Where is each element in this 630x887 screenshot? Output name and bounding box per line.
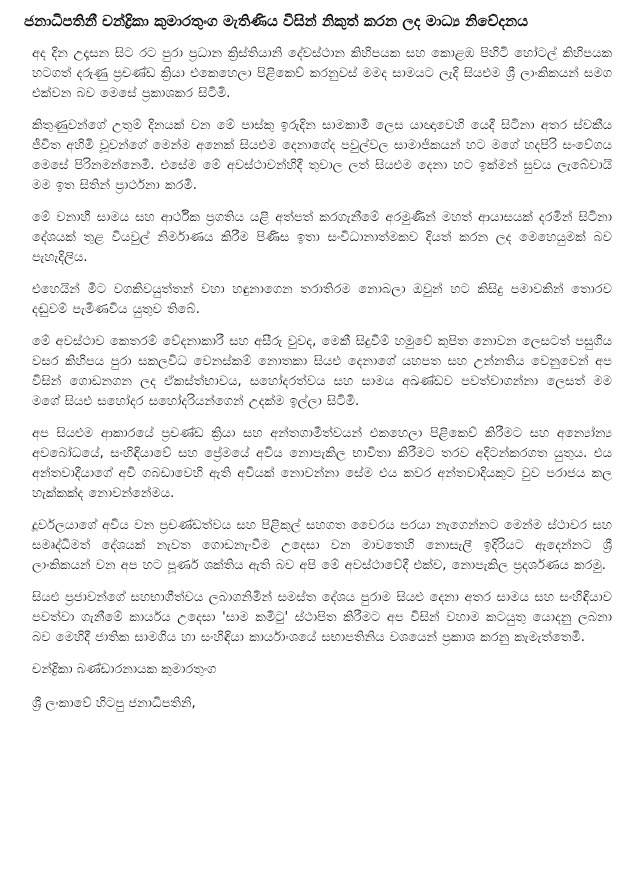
signature-name: චන්ද්‍රිකා බණ්ඩාරනායක කුමාරතුංග [32, 662, 217, 677]
paragraph-6: අප සියළුම ආකාරයේ ප්‍රචණ්ඩ ක්‍රියා සහ අන්තගාමීත්වයන් එකහෙලා පිළිකෙව් කිරීමට සහ අන්‍යෝන්‍ය අවබෝධයේ, සංහිඳියාවේ සහ ප්‍රේමයේ අවිය නොපැකිල භාවිතා කිරීමට තරව අදිටන්කරගත යුතුය. එය අන්තවාදීයාගේ අවි ගබඩාවෙහි ඇති අවියක් නොවන්නා සේම එය කවර අන්තවාදියකුට වුව පරාජය කල හැක්කක්ද නොවන්නේමය. [32, 426, 612, 501]
document-title: ජනාධිපතිනී චන්ද්‍රිකා කුමාරතුංග මැතිණිය විසින් නිකුත් කරන ලද මාධ්‍ය නිවේදනය [24, 12, 529, 30]
paragraph-4: එහෙයින් මීට වගකිවයුත්තන් වහා හඳුනාගෙන තරාතිරම නොබලා ඔවුන් හට කිසිදු පමාවකින් තොරව දඬුවම් පැමිණවිය යුතුව තිබේ. [32, 282, 612, 317]
paragraph-8: සියළු ප්‍රජාවන්ගේ සහභාගීත්වය ලබාගනිමින් සමස්ත දේශය පුරාම සියළු දෙනා අතර සාමය සහ සංහිඳියාව පවත්වා ගැනීමේ කාර්යය උදෙසා 'සාම කමිටු' ස්ථාපිත කිරීමට අප විසින් වහාම කටයුතු යොදනු ලබනා බව මෙහිදී ජාතික සාමගිය හා සංහිඳියා කාර්යාංශයේ සභාපතිනිය වශයෙන් ප්‍රකාශ කරනු කැමැත්තෙමි. [32, 590, 612, 645]
signature-title: ශ්‍රී ලංකාවේ හිටපු ජනාධිපතිනි, [32, 696, 196, 711]
paragraph-2: කිතුණුවන්ගේ උතුම් දිනයක් වන මේ පාස්කු ඉරුදින සාමකාමී ලෙස යාඥාවෙහි යෙදී සිටිනා අතර ස්වකීය ජීවිත අහිමි වූවන්ගේ මෙන්ම අනෙක් සියළුම දෙනාගේද පවුල්වල සාමාජිකයන් හට මගේ හදපිරි සංවේගය මෙසේ පිරිනමන්නෙමි. එසේම මේ අවස්ථාවන්හිදී තුවාල ලත් සියළුම දෙනා හට ඉක්මන් සුවය ලැබේවායි මම ඉත සිතින් ප්‍රාර්ථනා කරමි. [32, 118, 612, 193]
paragraph-3: මේ වනාහී සාමය සහ ආර්ථික ප්‍රගතිය යළි අත්පත් කරගැනීමේ අරමුණින් මහත් ආයාසයක් දරමින් සිටිනා දේශයක් තුළ වියවුල් නිර්මාණය කිරීම පිණිස ඉතා සංවිධානාත්මකව දියත් කරන ලද මෙහෙයුමක් බව පැහැදිලිය. [32, 210, 612, 265]
paragraph-5: මේ අවස්ථාව කෙතරම් වේදනාකාරී සහ අසීරු වුවද, මෙකී සිදුවීම් හමුවේ කුපිත නොවන ලෙසටත් පසුගිය වසර කිහිපය පුරා සකලවිධ වෙනස්කම් නොතකා සියළු දෙනාගේ යහපත සහ උන්නතිය වෙනුවෙන් අප විසින් ගොඩනගන ලද ඒකස්ත්භාවය, සහෝදරත්වය සහ සාමය අඛණ්ඩව පවත්වාගන්නා ලෙසත් මම මගේ සියළු සහෝදර සහෝදරියන්ගෙන් උදක්ම ඉල්ලා සිටිමි. [32, 334, 612, 409]
paragraph-7: දූර්වලයාගේ අවිය වන ප්‍රචණ්ඩත්වය සහ පිළිකුල් සහගත වෛරය පරයා නැගෙන්නට මෙන්ම ස්ථාවර සහ සමෘද්ධිමත් දේශයක් නැවත ගොඩනැංවීම උදෙසා වන මාවතෙහි නොසැලී ඉදිරියට ඇදෙන්නට ශ්‍රී ලාංකිකයන් වන අප හට පූර්ණ ශක්තිය ඇති බව අපි මේ අවස්ථාවේදී එක්ව, නොපැකිල ප්‍රදර්ශණය කරමු. [32, 518, 612, 573]
paragraph-1: අද දින උදෑසන සිට රට පුරා ප්‍රධාන ක්‍රිස්තියානි දේවස්ථාන කිහිපයක සහ කොළඹ පිහිටි හෝටල් කිහිපයක හටගත් දරුණු ප්‍රචණ්ඩ ක්‍රියා එකෙහෙලා පිළිකෙව් කරනුවස් මමද සාමයට ලැදි සියළුම ශ්‍රී ලාංකිකයන් සමග එක්වන බව මෙසේ ප්‍රකාශකර සිටිමි. [32, 46, 612, 101]
